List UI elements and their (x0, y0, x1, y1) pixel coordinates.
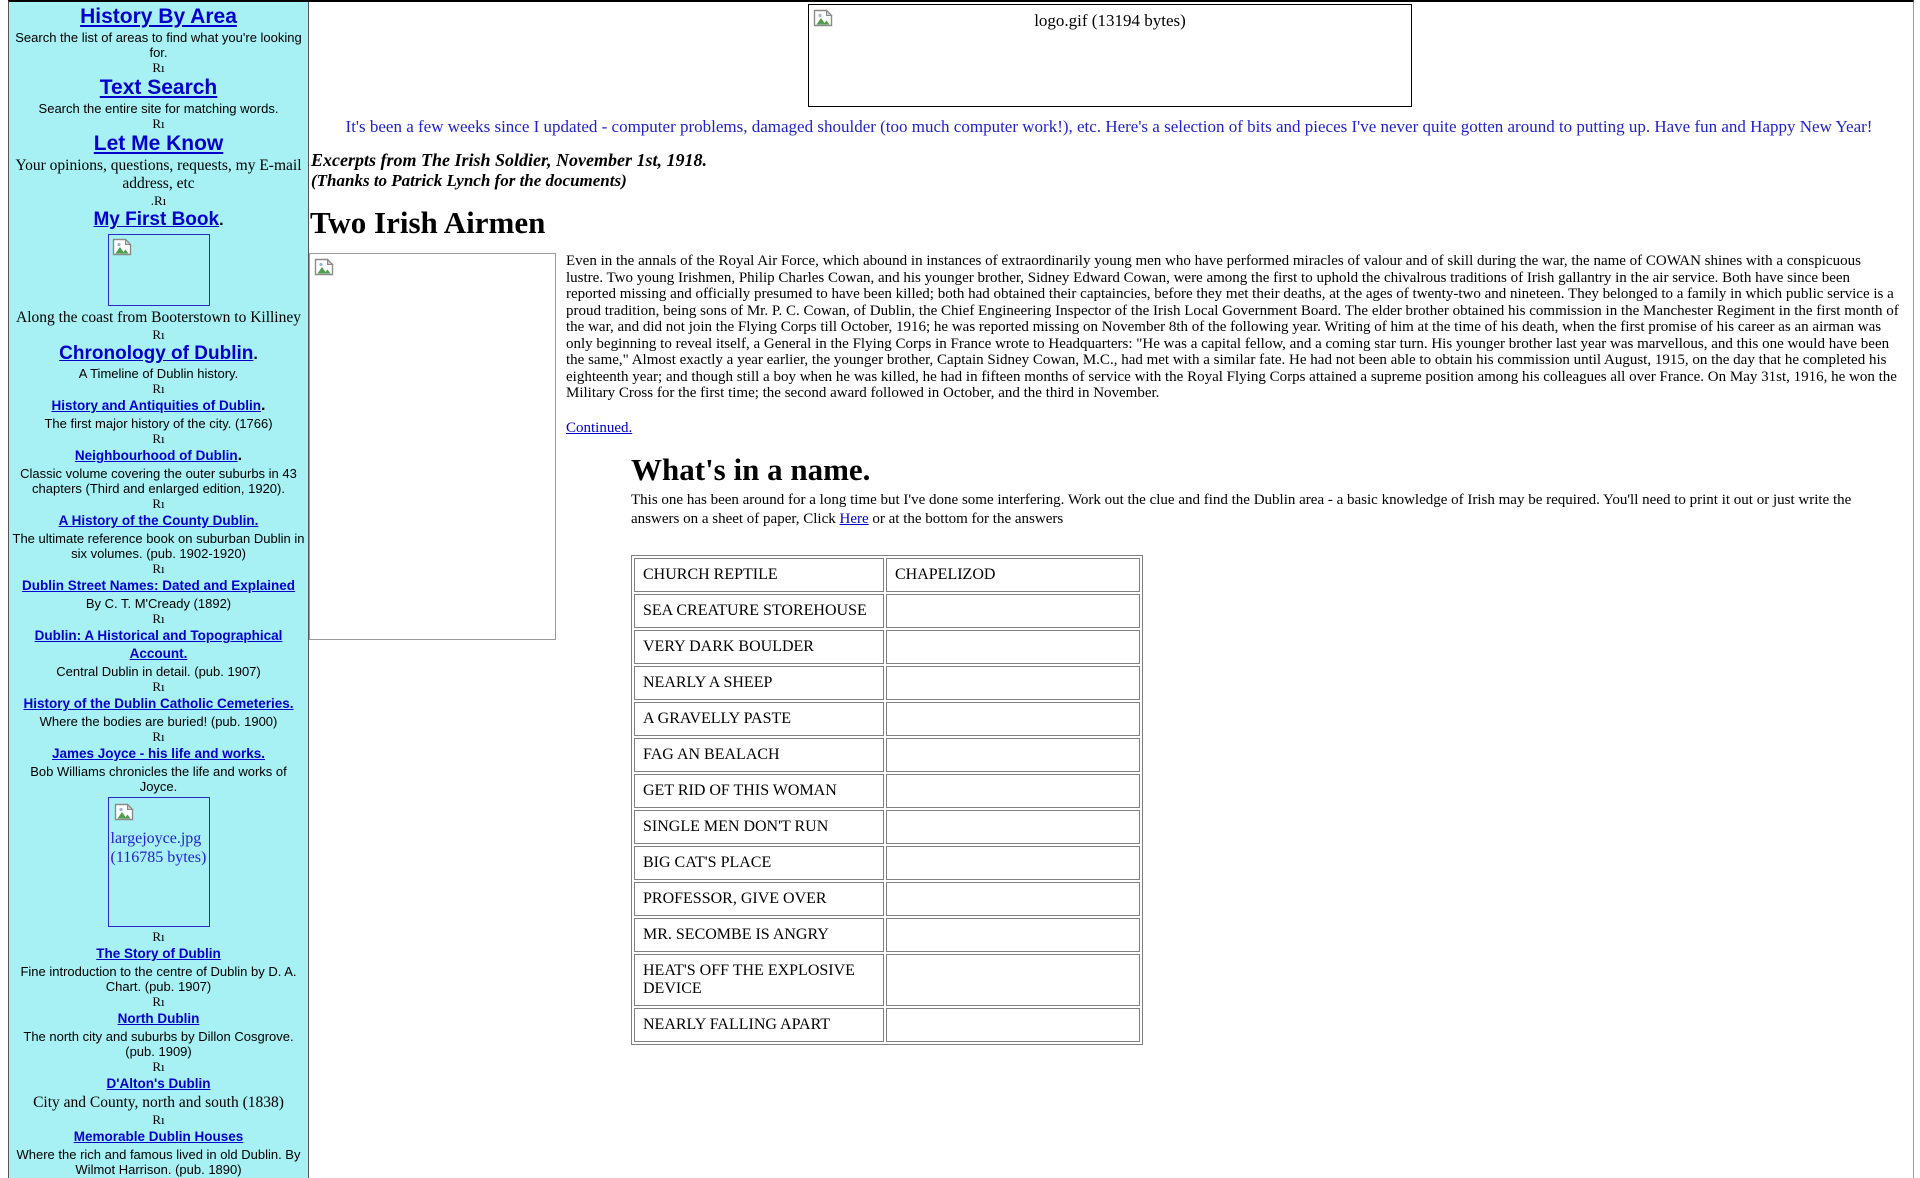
broken-image-divider: Rı (152, 994, 165, 1009)
table-row (634, 954, 1140, 1006)
sidebar-link-item (12, 132, 305, 156)
airmen-text-column (566, 253, 1913, 1045)
puzzle-answer-cell (886, 954, 1140, 1006)
sidebar (9, 2, 309, 1178)
broken-image-divider: Rı (152, 679, 165, 694)
sidebar-description: Along the coast from Booterstown to Killiney (16, 309, 301, 326)
puzzle-clue-cell: NEARLY FALLING APART (634, 1008, 884, 1042)
puzzle-clue-cell: HEAT'S OFF THE EXPLOSIVE DEVICE (634, 954, 884, 1006)
broken-image-divider: Rı (152, 116, 165, 131)
table-row (634, 738, 1140, 772)
here-link[interactable]: Here (839, 510, 869, 527)
sidebar-link[interactable]: Let Me Know (93, 132, 224, 155)
broken-image-divider: Rı (152, 1059, 165, 1074)
broken-image-icon (112, 238, 132, 256)
sidebar-link-item (12, 209, 305, 231)
sidebar-description: Where the rich and famous lived in old Dublin. By Wilmot Harrison. (pub. 1890) (16, 1147, 301, 1177)
table-row (634, 630, 1140, 664)
sidebar-link-item (12, 5, 305, 29)
sidebar-description: The north city and suburbs by Dillon Cosgrove. (pub. 1909) (23, 1029, 294, 1059)
puzzle-answer-cell (886, 846, 1140, 880)
link-suffix: . (237, 447, 243, 464)
sidebar-link[interactable]: History of the Dublin Catholic Cemeteries. (23, 696, 294, 711)
puzzle-answer-cell (886, 738, 1140, 772)
sidebar-link[interactable]: My First Book (93, 209, 220, 230)
broken-image-divider: Rı (152, 327, 165, 342)
puzzle-clue-cell: SINGLE MEN DON'T RUN (634, 810, 884, 844)
broken-image-icon (813, 9, 833, 32)
sidebar-link-item (12, 627, 305, 663)
puzzle-answer-cell (886, 774, 1140, 808)
sidebar-description: City and County, north and south (1838) (33, 1094, 284, 1111)
puzzle-answer-cell (886, 882, 1140, 916)
sidebar-link-item (12, 1128, 305, 1146)
puzzle-clue-cell: A GRAVELLY PASTE (634, 702, 884, 736)
puzzle-table (631, 555, 1143, 1045)
broken-image-divider: Rı (152, 929, 165, 944)
sidebar-description: Search the entire site for matching words. (38, 101, 279, 116)
sidebar-description: By C. T. M'Cready (1892) (85, 596, 232, 611)
puzzle-answer-cell (886, 1008, 1140, 1042)
broken-image-divider: Rı (152, 561, 165, 576)
sidebar-link[interactable]: North Dublin (117, 1011, 200, 1026)
puzzle-answer-cell (886, 666, 1140, 700)
name-puzzle-section (631, 453, 1899, 1045)
table-row (634, 882, 1140, 916)
puzzle-answer-cell (886, 702, 1140, 736)
continued-link[interactable]: Continued. (566, 419, 633, 436)
main-content (309, 2, 1913, 1178)
excerpts-title: Excerpts from The Irish Soldier, November 1st, 1918. (311, 150, 708, 170)
logo-alt-text: logo.gif (13194 bytes) (1034, 11, 1186, 30)
name-puzzle-instructions (631, 491, 1899, 529)
airmen-broken-image (309, 253, 556, 640)
table-row (634, 1008, 1140, 1042)
broken-image-divider: Rı (152, 381, 165, 396)
sidebar-link-item (12, 76, 305, 100)
sidebar-link[interactable]: D'Alton's Dublin (106, 1076, 211, 1091)
broken-image-divider: .Rı (150, 193, 167, 208)
sidebar-description: The ultimate reference book on suburban Dublin in six volumes. (pub. 1902-1920) (12, 531, 305, 561)
puzzle-answer-cell (886, 918, 1140, 952)
sidebar-description: Fine introduction to the centre of Dublin by D. A. Chart. (pub. 1907) (20, 964, 297, 994)
sidebar-link[interactable]: Dublin: A Historical and Topographical Account. (34, 628, 283, 661)
sidebar-link-item (12, 1010, 305, 1028)
site-logo-broken-image (808, 4, 1412, 107)
puzzle-clue-cell: PROFESSOR, GIVE OVER (634, 882, 884, 916)
excerpts-credit: (Thanks to Patrick Lynch for the documents) (311, 171, 627, 190)
puzzle-clue-cell: CHURCH REPTILE (634, 558, 884, 592)
sidebar-link[interactable]: Memorable Dublin Houses (73, 1129, 244, 1144)
sidebar-description: The first major history of the city. (1766) (44, 416, 273, 431)
sidebar-link-item (12, 945, 305, 963)
broken-image-icon (310, 267, 338, 284)
sidebar-link[interactable]: Chronology of Dublin (59, 343, 254, 364)
airmen-section (309, 253, 1913, 1045)
table-row (634, 666, 1140, 700)
broken-image-icon (813, 9, 833, 27)
airmen-paragraph: Even in the annals of the Royal Air Force, which abound in instances of extraordinarily young men who have performed miracles of valour and of skill during the war, the name of COWAN shines with a conspicuous lustre. Two young Irishmen, Philip Charles Cowan, and his younger brother, Sidney Edward Cowan, were among the first to uphold the chivalrous traditions of Irish gallantry in the air service. Both have since been reported missing and officially presumed to have been killed; both had obtained their captaincies, before they met their deaths, at the ages of twenty-two and nineteen. They belonged to a family in which public service is a proud tradition, being sons of Mr. P. C. Cowan, of Dublin, the Chief Engineering Inspector of the Irish Local Government Board. The elder brother obtained his commission in the Manchester Regiment in the first month of the war, and did not join the Flying Corps till October, 1916; he was reported missing on November 8th of the following year. Writing of him at the time of his death, when the first promise of his career as an airman was only beginning to reveal itself, a General in the Flying Corps in France wrote to Headquarters: "He was a capital fellow, and a coming star turn. His younger brother last year was marvellous, and this one would have been the same," Almost exactly a year earlier, the younger brother, Captain Sidney Cowan, M.C., had met with a similar fate. He had not been able to obtain his commission until August, 1915, on the day that he completed his eighteenth year; and though still a boy when he was killed, he had in fifteen months of service with the Royal Flying Corps attained a supreme position among his colleagues all over France. On May 31st, 1916, he won the Military Cross for the first time; the second award followed in October, and the third in November. (566, 253, 1899, 401)
table-row (634, 594, 1140, 628)
sidebar-link-item (12, 577, 305, 595)
table-row (634, 774, 1140, 808)
sidebar-link-item (12, 397, 305, 415)
puzzle-clue-cell: MR. SECOMBE IS ANGRY (634, 918, 884, 952)
sidebar-description: A Timeline of Dublin history. (78, 366, 239, 381)
puzzle-clue-cell: BIG CAT'S PLACE (634, 846, 884, 880)
broken-image-icon (114, 803, 134, 821)
sidebar-link[interactable]: Text Search (99, 76, 218, 99)
link-suffix: . (219, 212, 224, 229)
sidebar-link-item (12, 1075, 305, 1093)
table-row (634, 918, 1140, 952)
broken-image-divider: Rı (152, 1112, 165, 1127)
table-row (634, 558, 1140, 592)
puzzle-answer-cell: CHAPELIZOD (886, 558, 1140, 592)
joyce-image-alt-text: largejoyce.jpg (116785 bytes) (110, 830, 207, 866)
sidebar-description: Central Dublin in detail. (pub. 1907) (56, 664, 261, 679)
sidebar-description: Classic volume covering the outer suburbs in 43 chapters (Third and enlarged edition, 1920). (20, 466, 297, 496)
airmen-heading: Two Irish Airmen (310, 205, 546, 240)
sidebar-description: Where the bodies are buried! (pub. 1900) (39, 714, 278, 729)
puzzle-clue-cell: FAG AN BEALACH (634, 738, 884, 772)
sidebar-link[interactable]: Dublin Street Names: Dated and Explained (21, 578, 296, 593)
joyce-broken-image-box[interactable] (12, 795, 305, 929)
puzzle-answer-cell (886, 594, 1140, 628)
sidebar-link-item (12, 447, 305, 465)
table-row (634, 810, 1140, 844)
broken-image-divider: Rı (152, 611, 165, 626)
sidebar-link[interactable]: The Story of Dublin (96, 946, 221, 961)
sidebar-link-item (12, 512, 305, 530)
puzzle-clue-cell: VERY DARK BOULDER (634, 630, 884, 664)
sidebar-link[interactable]: A History of the County Dublin. (58, 513, 259, 528)
sidebar-description: Your opinions, questions, requests, my E-mail address, etc (15, 157, 302, 192)
link-suffix: . (253, 346, 258, 363)
instructions-after: or at the bottom for the answers (868, 510, 1064, 527)
broken-image-divider: Rı (152, 60, 165, 75)
sidebar-description: Search the list of areas to find what you're looking for. (15, 30, 302, 60)
table-row (634, 846, 1140, 880)
sidebar-link[interactable]: History and Antiquities of Dublin (51, 398, 262, 413)
sidebar-link[interactable]: James Joyce - his life and works. (51, 746, 266, 761)
news-intro-text: It's been a few weeks since I updated - computer problems, damaged shoulder (too much computer work!), etc. Here's a selection of bits and pieces I've never quite gotten around to putting up. Have fun and Happy New Year! (345, 117, 1873, 136)
broken-image-divider: Rı (152, 496, 165, 511)
puzzle-answer-cell (886, 810, 1140, 844)
puzzle-clue-cell: GET RID OF THIS WOMAN (634, 774, 884, 808)
sidebar-link-item (12, 745, 305, 763)
sidebar-description: Bob Williams chronicles the life and works of Joyce. (30, 764, 287, 794)
puzzle-clue-cell: SEA CREATURE STOREHOUSE (634, 594, 884, 628)
broken-image-divider: Rı (152, 729, 165, 744)
broken-image-divider: Rı (152, 431, 165, 446)
sidebar-link[interactable]: Neighbourhood of Dublin (74, 448, 238, 463)
instructions-before: This one has been around for a long time but I've done some interfering. Work out the clue and find the Dublin area - a basic knowledge of Irish may be required. You'll need to print it out or just write the answers on a sheet of paper, Click (631, 491, 1852, 527)
broken-image-icon (314, 258, 334, 276)
page-table (8, 0, 1914, 1178)
sidebar-link-item (12, 343, 305, 365)
sidebar-broken-image-box[interactable] (12, 232, 305, 308)
name-puzzle-heading: What's in a name. (631, 451, 871, 487)
link-suffix: . (261, 397, 266, 414)
table-row (634, 702, 1140, 736)
puzzle-clue-cell: NEARLY A SHEEP (634, 666, 884, 700)
sidebar-link[interactable]: History By Area (80, 5, 237, 28)
sidebar-link-item (12, 695, 305, 713)
puzzle-answer-cell (886, 630, 1140, 664)
